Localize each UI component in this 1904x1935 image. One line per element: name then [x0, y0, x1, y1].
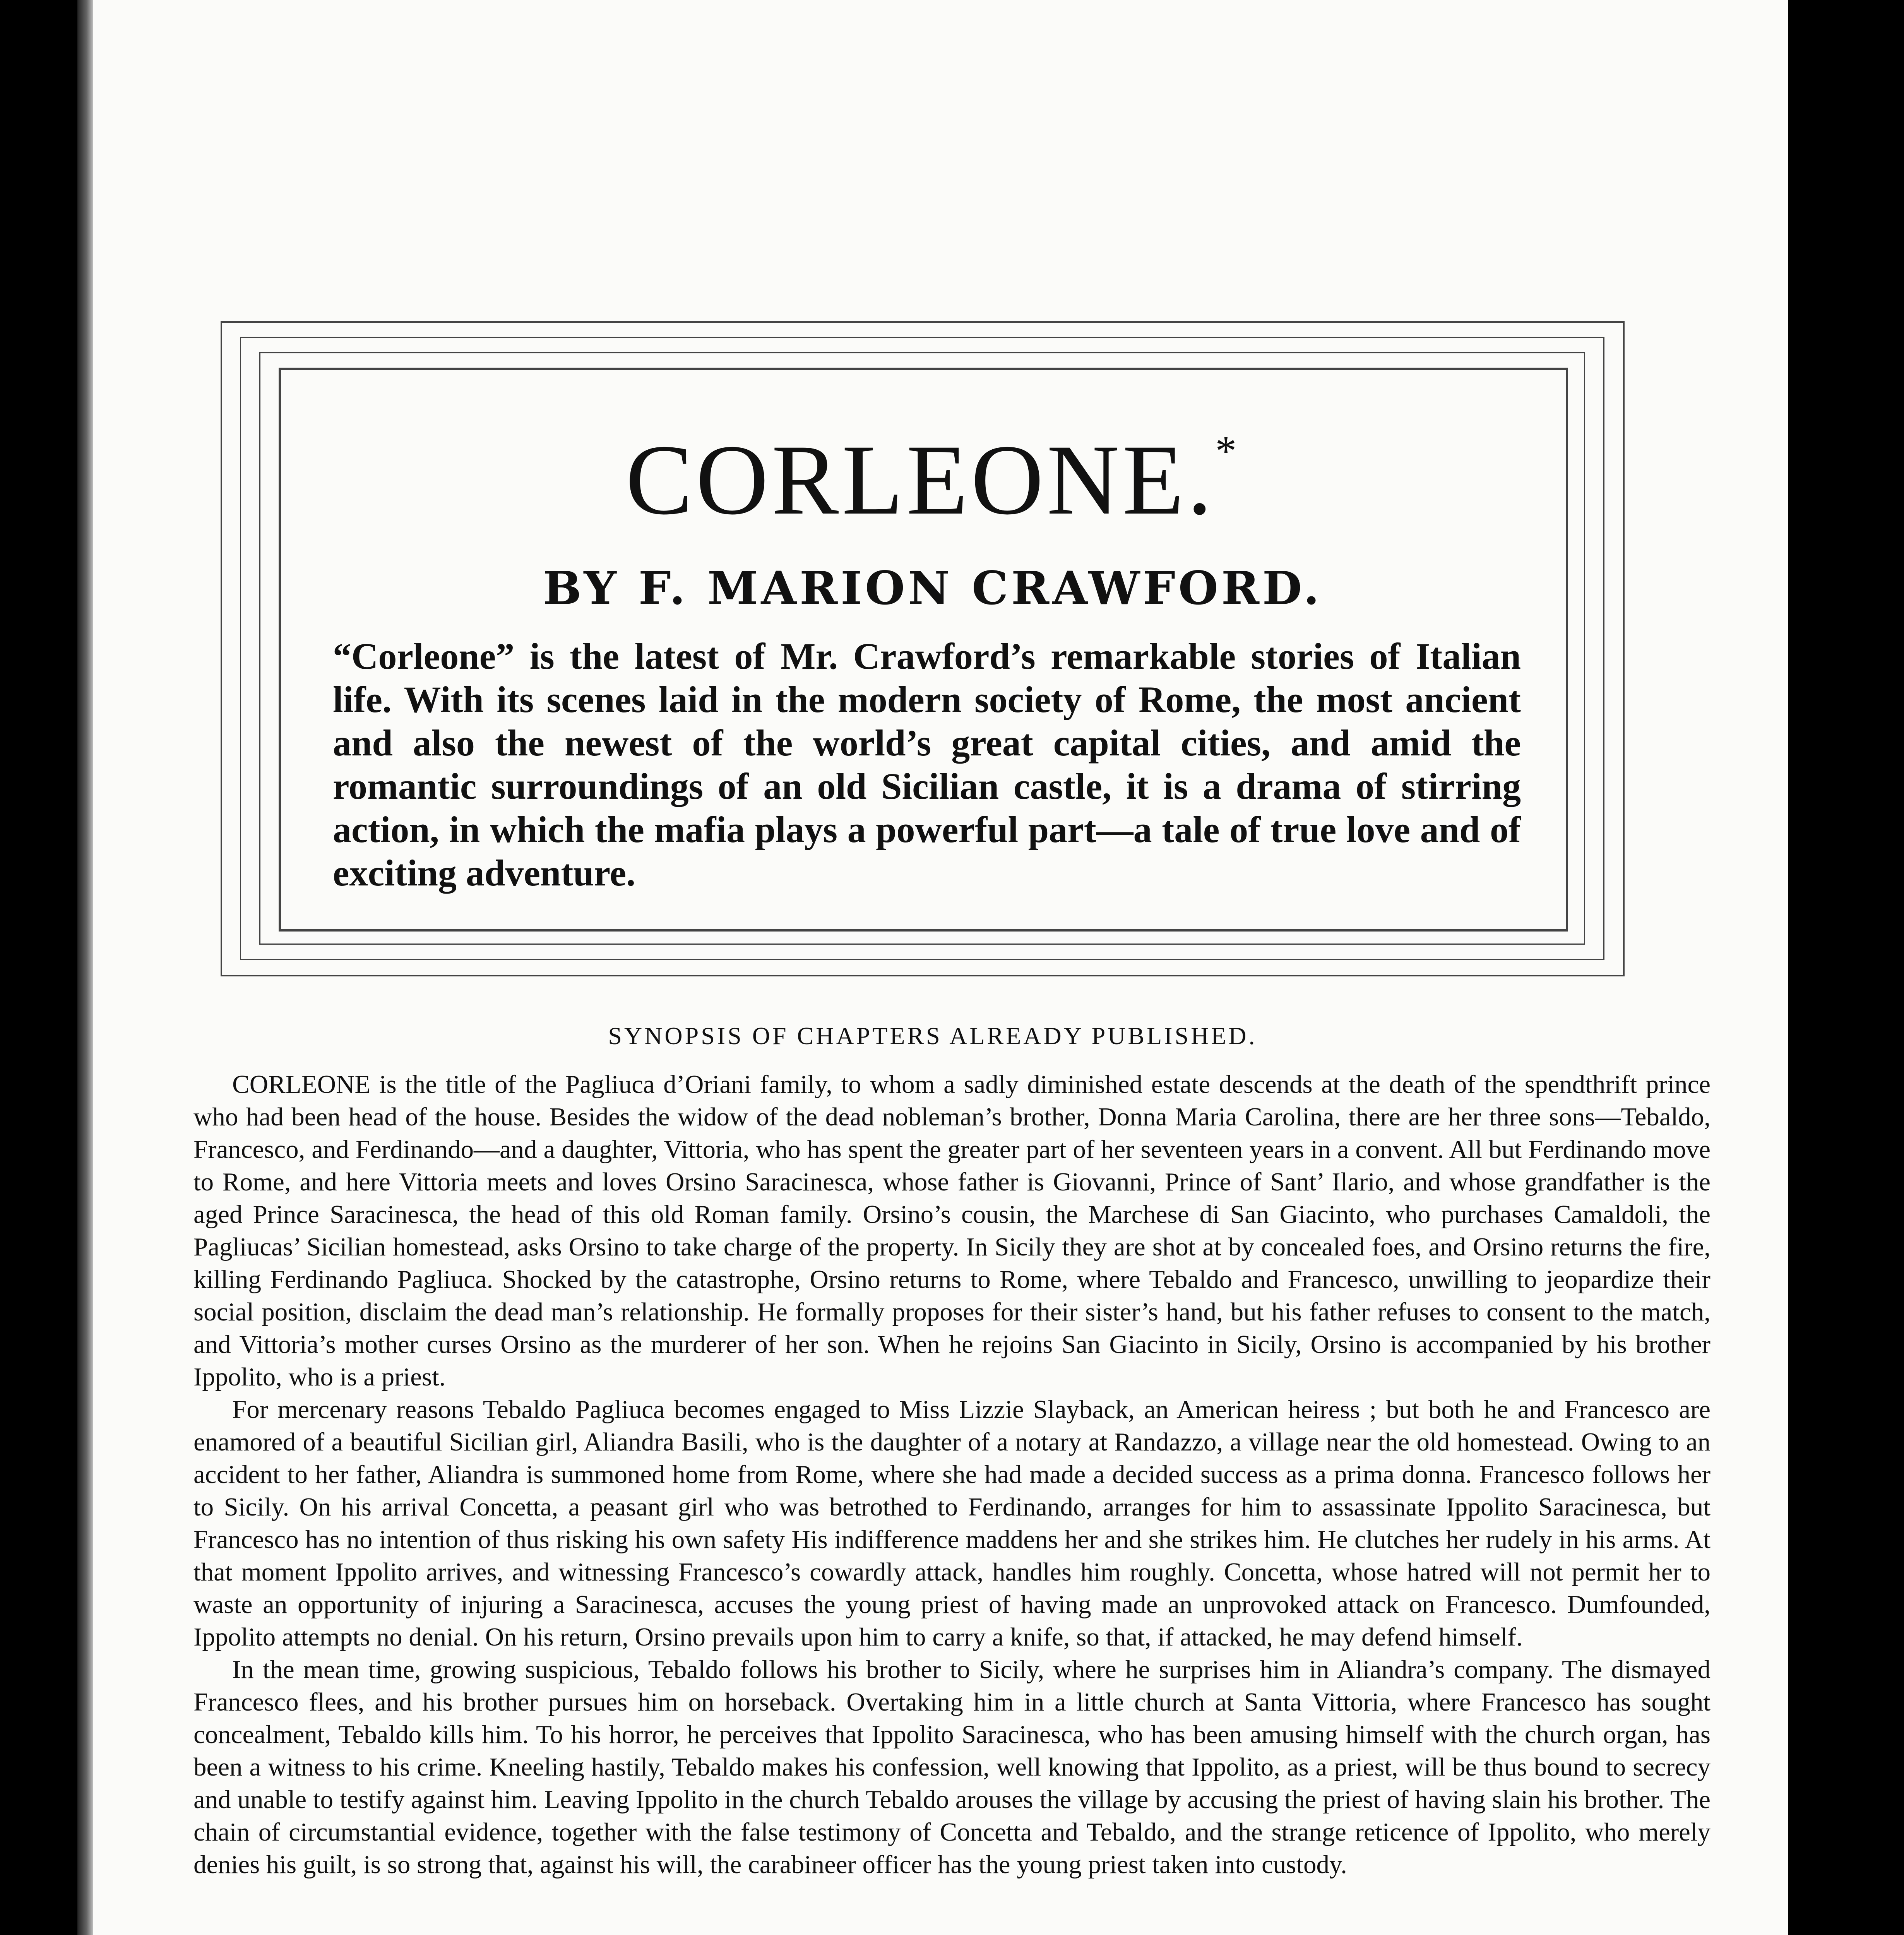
page-binding-shadow	[77, 0, 93, 1935]
synopsis-paragraph: CORLEONE is the title of the Pagliuca d’Oriani family, to whom a sadly diminished estate descends at the death of the spendthrift prince who had been head of the house. Besides the widow of the dead nobleman’s brother, Donna Maria Carolina, there are her three sons—Tebaldo, Francesco, and Ferdinando—and a daughter, Vittoria, who has spent the greater part of her seventeen years in a convent. All but Ferdinando move to Rome, and here Vittoria meets and loves Orsino Saracinesca, whose father is Giovanni, Prince of Sant’ Ilario, and whose grandfather is the aged Prince Saracinesca, the head of this old Roman family. Orsino’s cousin, the Marchese di San Giacinto, who purchases Camaldoli, the Pagliucas’ Sicilian homestead, asks Orsino to take charge of the property. In Sicily they are shot at by concealed foes, and Orsino returns the fire, killing Ferdinando Pagliuca. Shocked by the catastrophe, Orsino returns to Rome, where Tebaldo and Francesco, unwilling to jeopardize their social position, disclaim the dead man’s relationship. He formally proposes for their sister’s hand, but his father refuses to consent to the match, and Vittoria’s mother curses Orsino as the murderer of her son. When he rejoins San Giacinto in Sicily, Orsino is accompanied by his brother Ippolito, who is a priest.	[193, 1070, 1711, 1391]
synopsis-heading: SYNOPSIS OF CHAPTERS ALREADY PUBLISHED.	[608, 1022, 1257, 1050]
synopsis-paragraph: For mercenary reasons Tebaldo Pagliuca becomes engaged to Miss Lizzie Slayback, an American heiress ; but both he and Francesco are enamored of a beautiful Sicilian girl, Aliandra Basili, who is the daughter of a notary at Randazzo, a village near the old homestead. Owing to an accident to her father, Aliandra is summoned home from Rome, where she had made a decided success as a prima donna. Francesco follows her to Sicily. On his arrival Concetta, a peasant girl who was betrothed to Ferdinando, arranges for him to assassinate Ippolito Saracinesca, but Francesco has no intention of thus risking his own safety His indifference maddens her and she strikes him. He clutches her rudely in his arms. At that moment Ippolito arrives, and witnessing Francesco’s cowardly attack, handles him roughly. Concetta, whose hatred will not permit her to waste an opportunity of injuring a Saracinesca, accuses the young priest of having made an unprovoked attack on Francesco. Dumfounded, Ippolito attempts no denial. On his return, Orsino prevails upon him to carry a knife, so that, if attacked, he may defend himself.	[193, 1395, 1711, 1651]
intro-blurb: “Corleone” is the latest of Mr. Crawford’s remarkable stories of Italian life. With its scenes laid in the modern society of Rome, the most ancient and also the newest of the world’s great capital cities, and amid the romantic surroundings of an old Sicilian castle, it is a drama of stirring action, in which the mafia plays a powerful part—a tale of true love and of exciting adventure.	[333, 635, 1521, 894]
magazine-page	[77, 0, 1788, 1935]
byline: BY F. MARION CRAWFORD.	[543, 561, 1323, 615]
synopsis-body	[193, 1068, 1711, 1881]
synopsis-paragraph: In the mean time, growing suspicious, Tebaldo follows his brother to Sicily, where he surprises him in Aliandra’s company. The dismayed Francesco flees, and his brother pursues him on horseback. Overtaking him in a little church at Santa Vittoria, where Francesco has sought concealment, Tebaldo kills him. To his horror, he perceives that Ippolito Saracinesca, who has been amusing himself with the church organ, has been a witness to his crime. Kneeling hastily, Tebaldo makes his confession, well knowing that Ippolito, as a priest, will be thus bound to secrecy and unable to testify against him. Leaving Ippolito in the church Tebaldo arouses the village by accusing the priest of having slain his brother. The chain of circumstantial evidence, together with the false testimony of Concetta and Tebaldo, and the strange reticence of Ippolito, who merely denies his guilt, is so strong that, against his will, the carabineer officer has the young priest taken into custody.	[193, 1655, 1711, 1879]
footnote-mark: *	[1215, 427, 1240, 474]
story-title: CORLEONE.*	[625, 424, 1240, 536]
